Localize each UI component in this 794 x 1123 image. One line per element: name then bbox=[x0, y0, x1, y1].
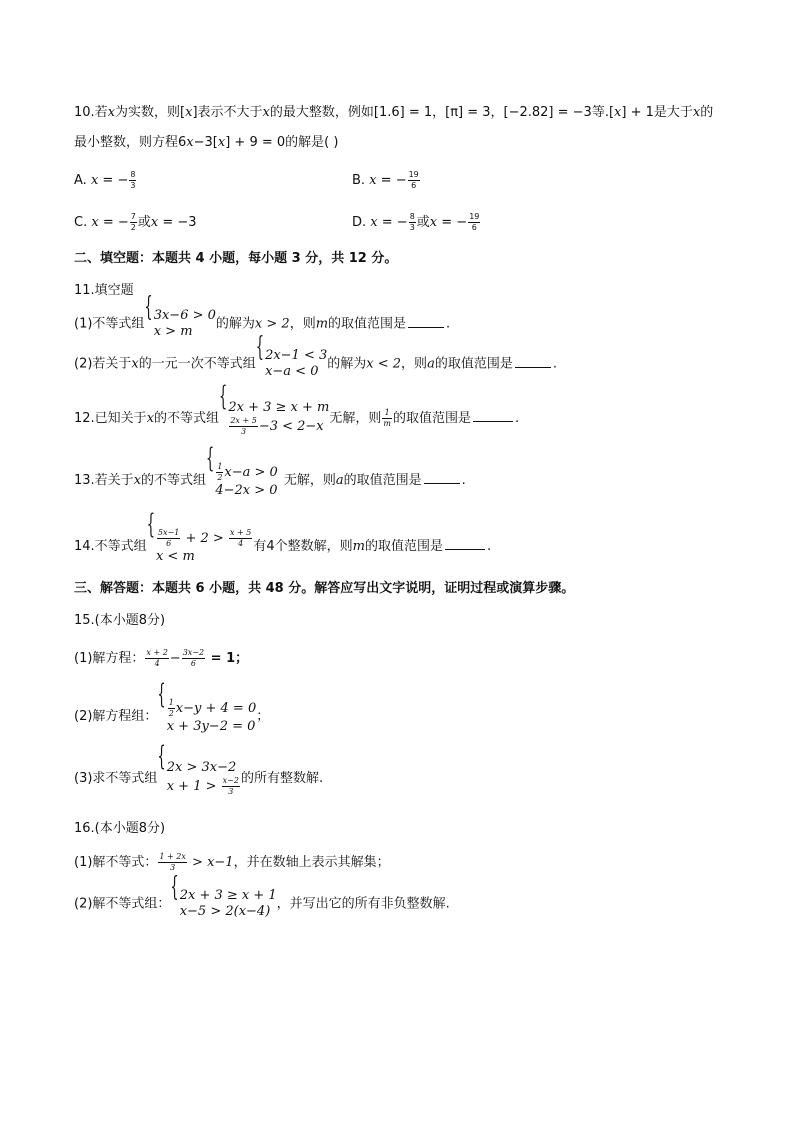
denominator: 3 bbox=[130, 181, 136, 190]
numerator: 5x−1 bbox=[157, 528, 180, 537]
system-rows bbox=[265, 348, 327, 380]
brace: { bbox=[146, 509, 155, 542]
math: a bbox=[427, 356, 435, 372]
system-row bbox=[215, 462, 278, 483]
option-label: D. bbox=[352, 215, 371, 230]
system-rows bbox=[180, 888, 277, 920]
brace: { bbox=[219, 381, 228, 414]
brace: { bbox=[170, 872, 179, 904]
math: = −3 bbox=[158, 215, 197, 230]
math: −3 < 2−x bbox=[258, 419, 324, 434]
inequality-system bbox=[170, 872, 277, 920]
denominator: 4 bbox=[238, 539, 244, 548]
numerator: 7 bbox=[130, 212, 136, 221]
text: 12 bbox=[348, 251, 367, 266]
fraction bbox=[168, 698, 175, 719]
q15-part3 bbox=[74, 741, 324, 797]
text: ，则 bbox=[289, 316, 316, 332]
text: 的解为 bbox=[215, 316, 255, 332]
fraction bbox=[468, 212, 480, 233]
q16-part2 bbox=[74, 872, 450, 920]
system-row: x−a < 0 bbox=[265, 364, 319, 379]
math: > x−1 bbox=[187, 855, 234, 870]
system-row: x < m bbox=[155, 549, 195, 564]
text: . bbox=[446, 316, 451, 332]
answer-blank[interactable] bbox=[473, 409, 513, 422]
math: x bbox=[131, 356, 139, 372]
text: 无解，则 bbox=[329, 411, 382, 426]
brace: { bbox=[144, 292, 153, 324]
math: x bbox=[370, 215, 378, 230]
fraction bbox=[222, 776, 240, 797]
math: x bbox=[185, 105, 193, 120]
math: x > 2 bbox=[254, 316, 290, 332]
text: 的取值范围是 bbox=[343, 473, 422, 488]
fraction bbox=[157, 528, 180, 549]
system-rows bbox=[215, 462, 278, 499]
text: 或 bbox=[137, 215, 151, 230]
q10-option-d[interactable] bbox=[352, 212, 481, 233]
answer-blank[interactable] bbox=[408, 315, 444, 328]
system-row: 2x > 3x−2 bbox=[166, 760, 237, 775]
math: + 2 > bbox=[181, 531, 228, 546]
brace: { bbox=[255, 332, 265, 364]
text: 3 bbox=[291, 251, 301, 266]
math: = − bbox=[376, 173, 407, 188]
q10-option-a[interactable] bbox=[74, 170, 137, 191]
text: 的取值范围是 bbox=[364, 539, 443, 554]
text: 或 bbox=[416, 215, 430, 230]
system-row: 4−2x > 0 bbox=[215, 483, 278, 498]
math: x bbox=[91, 215, 99, 230]
text: 13.若关于 bbox=[74, 473, 134, 488]
denominator: 3 bbox=[228, 787, 234, 796]
text: 的取值范围是 bbox=[434, 356, 513, 372]
fraction bbox=[145, 648, 168, 669]
math: = − bbox=[98, 215, 129, 230]
inequality-system bbox=[157, 741, 241, 797]
q15-part1 bbox=[74, 648, 248, 669]
denominator: 4 bbox=[154, 659, 160, 668]
q16-title: 16.(本小题8分) bbox=[74, 821, 166, 836]
math: x bbox=[90, 173, 99, 188]
answer-blank[interactable] bbox=[445, 537, 485, 550]
text: 48 bbox=[265, 581, 284, 596]
denominator: 6 bbox=[471, 223, 477, 232]
text: ； bbox=[256, 709, 270, 724]
section2-heading bbox=[74, 250, 397, 268]
denominator: 3 bbox=[409, 223, 415, 232]
system-rows bbox=[228, 400, 329, 437]
text: 二、填空题：本题共 bbox=[74, 251, 196, 266]
q16-part1 bbox=[74, 852, 390, 873]
denominator: 6 bbox=[190, 659, 196, 668]
fraction bbox=[182, 648, 205, 669]
math: x + 1 > bbox=[166, 779, 221, 794]
text: −3[ bbox=[193, 135, 218, 150]
system-row bbox=[228, 416, 329, 437]
system-row: 3x−6 > 0 bbox=[153, 308, 216, 323]
answer-blank[interactable] bbox=[515, 355, 551, 368]
numerator: 1 bbox=[382, 408, 392, 419]
text: 的最大整数，例如[1.6] = 1，[π] = 3，[−2.82] = −3等.[ bbox=[269, 105, 615, 120]
text: 分。 bbox=[366, 251, 398, 266]
section3-heading bbox=[74, 580, 574, 598]
denominator: 2 bbox=[217, 473, 223, 482]
text: 的取值范围是 bbox=[328, 316, 407, 332]
denominator: 2 bbox=[168, 709, 174, 718]
fraction bbox=[129, 170, 136, 191]
numerator: x + 2 bbox=[146, 648, 168, 657]
text: 三、解答题：本题共 bbox=[74, 581, 196, 596]
numerator: x−2 bbox=[222, 776, 239, 785]
math: x−a > 0 bbox=[224, 465, 278, 480]
equation-system bbox=[157, 679, 257, 735]
math: x bbox=[429, 215, 438, 230]
text: 的不等式组 bbox=[154, 411, 220, 426]
math: = − bbox=[437, 215, 468, 230]
text: (1)不等式组 bbox=[74, 316, 145, 332]
text: 的 bbox=[700, 105, 714, 120]
math: m bbox=[315, 316, 329, 332]
system-rows bbox=[167, 760, 241, 797]
system-row: x > m bbox=[153, 324, 193, 339]
system-rows bbox=[154, 308, 216, 340]
denominator: m bbox=[383, 419, 391, 428]
math: = − bbox=[98, 173, 129, 188]
text: 的取值范围是 bbox=[392, 411, 471, 426]
text: 的解为 bbox=[327, 356, 367, 372]
denominator: 3 bbox=[170, 863, 176, 872]
math: x bbox=[150, 215, 159, 230]
numerator: 19 bbox=[408, 170, 419, 179]
math: m bbox=[352, 539, 365, 554]
text: 分，共 bbox=[300, 251, 349, 266]
text: . bbox=[486, 539, 492, 554]
system-row: x + 3y−2 = 0 bbox=[166, 719, 256, 734]
text: . bbox=[461, 473, 466, 488]
text: . bbox=[552, 356, 557, 372]
text: 4 bbox=[195, 251, 205, 266]
text: ，并在数轴上表示其解集； bbox=[233, 855, 390, 870]
text: ，则 bbox=[401, 356, 428, 372]
text: 分。解答应写出文字说明，证明过程或演算步骤。 bbox=[283, 581, 575, 596]
fraction bbox=[216, 462, 223, 483]
math: x bbox=[692, 105, 701, 120]
fraction bbox=[382, 408, 392, 429]
q14 bbox=[74, 509, 492, 565]
text: 的不等式组 bbox=[141, 473, 207, 488]
math: = 1； bbox=[206, 651, 249, 666]
q10-option-c[interactable] bbox=[74, 212, 197, 233]
numerator: 1 bbox=[168, 698, 174, 707]
math: x bbox=[186, 135, 194, 150]
text: ]表示不大于 bbox=[192, 105, 263, 120]
q10-option-b[interactable] bbox=[352, 170, 421, 191]
text: 12.已知关于 bbox=[74, 411, 147, 426]
text: 14.不等式组 bbox=[74, 539, 147, 554]
inequality-system bbox=[206, 443, 278, 499]
numerator: 1 + 2x bbox=[159, 852, 186, 861]
math: x bbox=[146, 411, 155, 426]
text: (2)解方程组： bbox=[74, 709, 158, 724]
text: (2)解不等式组： bbox=[74, 896, 171, 912]
brace: { bbox=[157, 741, 166, 774]
q10-line2 bbox=[74, 134, 338, 152]
text: 小题，每小题 bbox=[204, 251, 292, 266]
text: ] + 1是大于 bbox=[621, 105, 693, 120]
fraction bbox=[229, 528, 252, 549]
system-rows bbox=[156, 528, 253, 565]
text: 的所有整数解. bbox=[240, 771, 324, 786]
inequality-system bbox=[255, 332, 328, 380]
math: x bbox=[133, 473, 142, 488]
text: ] + 9 = 0的解是( ) bbox=[225, 135, 339, 150]
math: − bbox=[169, 651, 181, 666]
numerator: 19 bbox=[469, 212, 480, 221]
text: 最小整数，则方程6 bbox=[74, 135, 187, 150]
q12 bbox=[74, 381, 520, 437]
fraction bbox=[409, 212, 416, 233]
fraction bbox=[130, 212, 137, 233]
math: x < 2 bbox=[366, 356, 402, 372]
answer-blank[interactable] bbox=[424, 471, 460, 484]
option-label: B. bbox=[352, 173, 370, 188]
math: = − bbox=[377, 215, 408, 230]
math: x bbox=[369, 173, 377, 188]
brace: { bbox=[157, 679, 166, 712]
math: x bbox=[262, 105, 270, 120]
inequality-system bbox=[219, 381, 330, 437]
option-label: C. bbox=[74, 215, 92, 230]
text: 的一元一次不等式组 bbox=[138, 356, 256, 372]
q11-title: 11.填空题 bbox=[74, 283, 134, 298]
math: x−y + 4 = 0 bbox=[175, 701, 257, 716]
text: (3)求不等式组 bbox=[74, 771, 158, 786]
numerator: 8 bbox=[409, 212, 415, 221]
denominator: 6 bbox=[411, 181, 417, 190]
text: 小题，共 bbox=[204, 581, 266, 596]
system-row bbox=[156, 528, 253, 549]
numerator: 8 bbox=[130, 170, 136, 179]
brace: { bbox=[206, 443, 215, 476]
inequality-system bbox=[146, 509, 254, 565]
system-row: 2x + 3 ≥ x + m bbox=[228, 400, 330, 415]
text: (1)解方程： bbox=[74, 651, 145, 666]
text: 为实数，则[ bbox=[115, 105, 186, 120]
q11-part2 bbox=[74, 332, 557, 380]
inequality-system bbox=[144, 292, 216, 340]
numerator: 3x−2 bbox=[182, 648, 205, 657]
text: 6 bbox=[195, 581, 205, 596]
text: 有4个整数解，则 bbox=[253, 539, 353, 554]
numerator: 1 bbox=[217, 462, 223, 471]
math: a bbox=[335, 473, 344, 488]
math: x bbox=[107, 105, 116, 120]
system-row: 2x−1 < 3 bbox=[265, 348, 328, 363]
text: . bbox=[514, 411, 520, 426]
option-label: A. bbox=[74, 173, 91, 188]
q15-part2 bbox=[74, 679, 270, 735]
denominator: 6 bbox=[166, 539, 172, 548]
system-row bbox=[167, 698, 257, 719]
q10-line1 bbox=[74, 104, 713, 122]
q15-title: 15.(本小题8分) bbox=[74, 613, 166, 628]
text: 10.若 bbox=[74, 105, 108, 120]
numerator: x + 5 bbox=[229, 528, 252, 537]
text: 无解，则 bbox=[283, 473, 336, 488]
fraction bbox=[408, 170, 420, 191]
denominator: 3 bbox=[241, 427, 247, 436]
denominator: 2 bbox=[130, 223, 136, 232]
system-row: x−5 > 2(x−4) bbox=[179, 904, 271, 919]
numerator: 2x + 5 bbox=[230, 416, 257, 425]
text: (2)若关于 bbox=[74, 356, 132, 372]
text: (1)解不等式： bbox=[74, 855, 158, 870]
system-row bbox=[167, 776, 241, 797]
q13 bbox=[74, 443, 466, 499]
system-rows bbox=[167, 698, 257, 735]
fraction bbox=[229, 416, 257, 437]
math: x bbox=[614, 105, 622, 120]
text: ，并写出它的所有非负整数解. bbox=[276, 896, 450, 912]
math: x bbox=[217, 135, 226, 150]
system-row: 2x + 3 ≥ x + 1 bbox=[179, 888, 277, 903]
